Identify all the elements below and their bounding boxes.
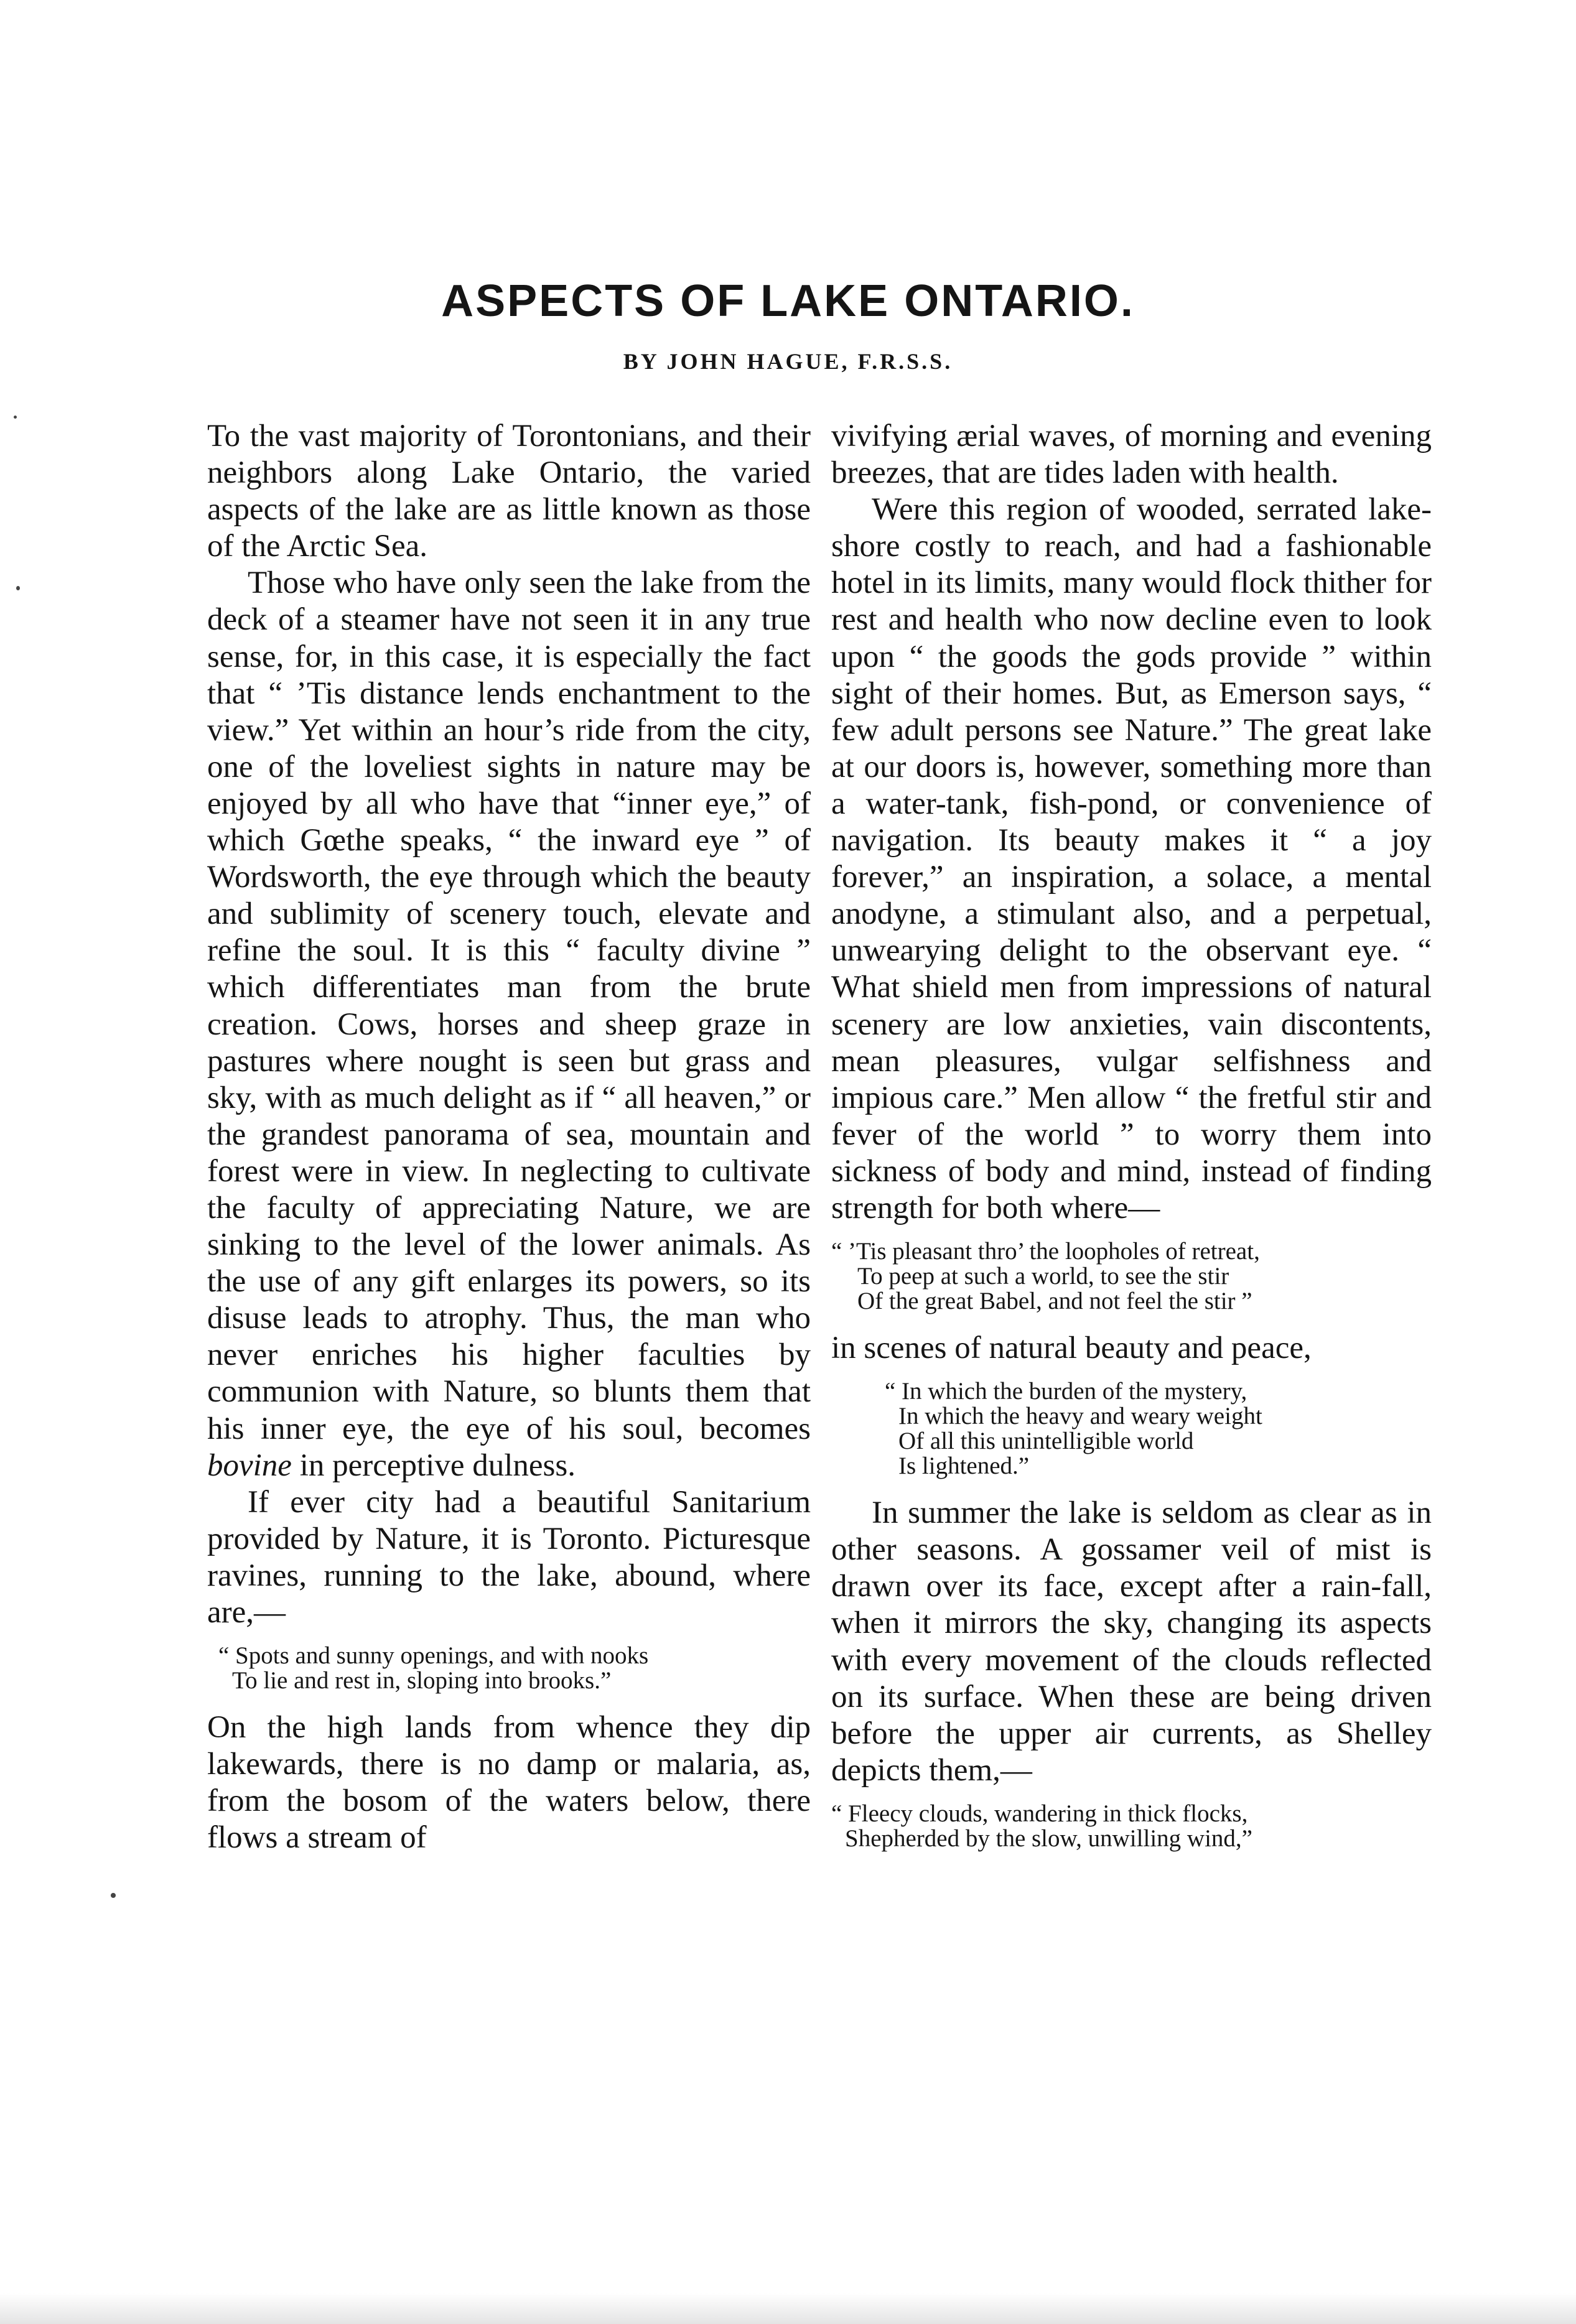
- quote-line: “ ’Tis pleasant thro’ the loopholes of retreat,: [831, 1238, 1260, 1265]
- quote-line: Shepherded by the slow, unwilling wind,”: [845, 1824, 1252, 1852]
- page-bottom-edge: [0, 2293, 1576, 2324]
- emphasis-bovine: bovine: [207, 1448, 292, 1483]
- quote-line: “ Spots and sunny openings, and with nooks: [218, 1642, 649, 1670]
- right-quote-1: [831, 1239, 1432, 1314]
- speck-mark: [16, 586, 20, 590]
- quote-line: Of all this unintelligible world: [898, 1428, 1194, 1455]
- right-paragraph-1: vivifying ærial waves, of morning and evening breezes, that are tides laden with health.: [831, 419, 1432, 491]
- quote-line: To peep at such a world, to see the stir: [857, 1263, 1229, 1290]
- speck-mark: [111, 1893, 116, 1898]
- left-paragraph-4: On the high lands from whence they dip lakewards, there is no damp or malaria, as, from the bosom of the waters below, there flows a stream of: [207, 1710, 811, 1856]
- left-paragraph-2-end: in perceptive dulness.: [299, 1448, 576, 1483]
- quote-line: “ In which the burden of the mystery,: [885, 1378, 1247, 1405]
- right-paragraph-2: Were this region of wooded, serrated lake-shore costly to reach, and had a fashionable hotel in its limits, many would flock thither for rest and health who now decline even to look upon “ the goods the gods provide ” within sight of their homes. But, as Emerson says, “ few adult persons see Nature.” The great lake at our doors is, however, something more than a water-tank, fish-pond, or convenience of navigation. Its beauty makes it “ a joy forever,” an inspiration, a solace, a mental anodyne, a stimulant also, and a perpetual, unwearying delight to the observant eye. “ What shield men from impressions of natural scenery are low anxieties, vain discontents, mean pleasures, vulgar selfishness and impious care.” Men allow “ the fretful stir and fever of the world ” to worry them into sickness of body and mind, instead of finding strength for both where—: [831, 492, 1432, 1225]
- right-column: [831, 418, 1432, 1867]
- quote-line: Of the great Babel, and not feel the stir ”: [857, 1288, 1252, 1315]
- left-paragraph-1: To the vast majority of Torontonians, and their neighbors along Lake Ontario, the varied aspects of the lake are as little known as those of the Arctic Sea.: [207, 419, 811, 564]
- right-paragraph-3: in scenes of natural beauty and peace,: [831, 1331, 1312, 1366]
- article-byline: BY JOHN HAGUE, F.R.S.S.: [623, 349, 953, 374]
- quote-line: Is lightened.”: [898, 1452, 1030, 1480]
- left-paragraph-2-text: Those who have only seen the lake from the deck of a steamer have not seen it in any true sense, for, in this case, it is especially the fact that “ ’Tis distance lends enchantment to the view.” Yet within an hour’s ride from the city, one of the loveliest sights in nature may be enjoyed by all who have that “inner eye,” of which Gœthe speaks, “ the inward eye ” of Wordsworth, the eye through which the beauty and sublimity of scenery touch, elevate and refine the soul. It is this “ faculty divine ” which differentiates man from the brute creation. Cows, horses and sheep graze in pastures where nought is seen but grass and sky, with as much delight as if “ all heaven,” or the grandest panorama of sea, mountain and forest were in view. In neglecting to cultivate the faculty of appreciating Nature, we are sinking to the level of the lower animals. As the use of any gift enlarges its powers, so its disuse leads to atrophy. Thus, the man who never enriches his higher faculties by communion with Nature, so blunts them that his inner eye, the eye of his soul, becomes: [207, 565, 811, 1446]
- speck-mark: [14, 416, 17, 419]
- left-quote-1: [218, 1643, 811, 1693]
- quote-line: To lie and rest in, sloping into brooks.”: [232, 1667, 612, 1694]
- quote-line: In which the heavy and weary weight: [898, 1403, 1262, 1430]
- right-paragraph-4: In summer the lake is seldom as clear as in other seasons. A gossamer veil of mist is drawn over its face, except after a rain-fall, when it mirrors the sky, changing its aspects with every movement of the clouds reflected on its surface. When these are being driven before the upper air currents, as Shelley depicts them,—: [831, 1495, 1432, 1788]
- left-paragraph-3: If ever city had a beautiful Sanitarium provided by Nature, it is Toronto. Picturesque ravines, running to the lake, abound, where are,—: [207, 1484, 811, 1630]
- left-paragraph-2: [207, 565, 811, 1484]
- quote-line: “ Fleecy clouds, wandering in thick flocks,: [831, 1800, 1248, 1827]
- left-column: [207, 418, 811, 1856]
- right-quote-2: [885, 1379, 1432, 1479]
- right-quote-3: [831, 1801, 1432, 1851]
- article-title: ASPECTS OF LAKE ONTARIO.: [441, 276, 1135, 327]
